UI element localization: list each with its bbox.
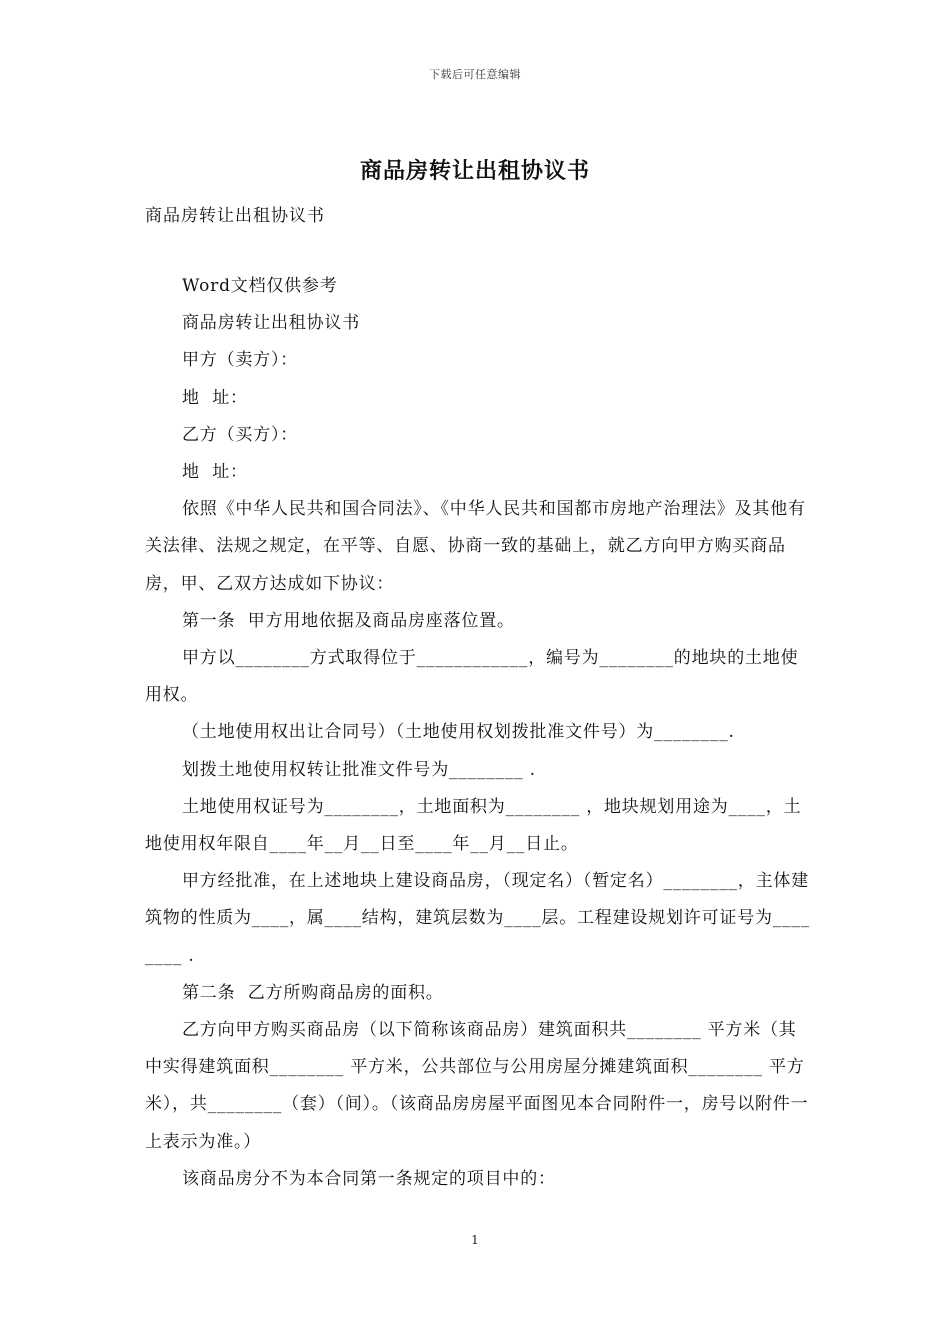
document-body — [145, 268, 813, 1198]
paragraph-agreement-name: 商品房转让出租协议书 — [182, 313, 360, 334]
page-header-note: 下载后可任意编辑 — [429, 68, 521, 81]
paragraph-word-note: Word文档仅供参考 — [182, 276, 338, 296]
page-number: 1 — [471, 1233, 479, 1247]
paragraph-land-certificate: 土地使用权证号为________，土地面积为________ ，地块规划用途为____，土地使用权年限自____年__月__日至____年__月__日止。 — [145, 796, 802, 855]
paragraph-legal-basis: 依照《中华人民共和国合同法》、《中华人民共和国都市房地产治理法》及其他有关法律、法规之规定，在平等、自愿、协商一致的基础上，就乙方向甲方购买商品房，甲、乙双方达成如下协议： — [145, 499, 806, 594]
document-title: 商品房转让出租协议书 — [359, 158, 590, 184]
paragraph-area-details: 乙方向甲方购买商品房（以下简称该商品房）建筑面积共________ 平方米（其中实得建筑面积________ 平方米，公共部位与公用房屋分摊建筑面积________ 平方米），共________（套）（间）。（该商品房房屋平面图见本合同附件一，房号以附件一上表示为准。） — [145, 1020, 809, 1152]
document-subtitle: 商品房转让出租协议书 — [145, 206, 325, 226]
paragraph-party-a: 甲方（卖方）： — [182, 350, 299, 371]
paragraph-building-approval: 甲方经批准，在上述地块上建设商品房，（现定名）（暂定名）________，主体建筑物的性质为____，属____结构，建筑层数为____层。工程建设规划许可证号为________ . — [145, 871, 810, 966]
paragraph-party-b-address: 地 址： — [182, 462, 248, 483]
paragraph-party-b: 乙方（买方）： — [182, 424, 299, 445]
paragraph-project-note: 该商品房分不为本合同第一条规定的项目中的： — [182, 1168, 556, 1189]
paragraph-land-acquisition: 甲方以________方式取得位于____________，编号为________的地块的土地使用权。 — [145, 648, 799, 706]
paragraph-article-2-heading: 第二条 乙方所购商品房的面积。 — [182, 982, 444, 1003]
paragraph-contract-number: （土地使用权出让合同号）（土地使用权划拨批准文件号）为________. — [182, 722, 735, 743]
paragraph-article-1-heading: 第一条 甲方用地依据及商品房座落位置。 — [182, 610, 515, 631]
paragraph-transfer-approval: 划拨土地使用权转让批准文件号为________ . — [182, 759, 536, 780]
paragraph-party-a-address: 地 址： — [182, 387, 248, 408]
